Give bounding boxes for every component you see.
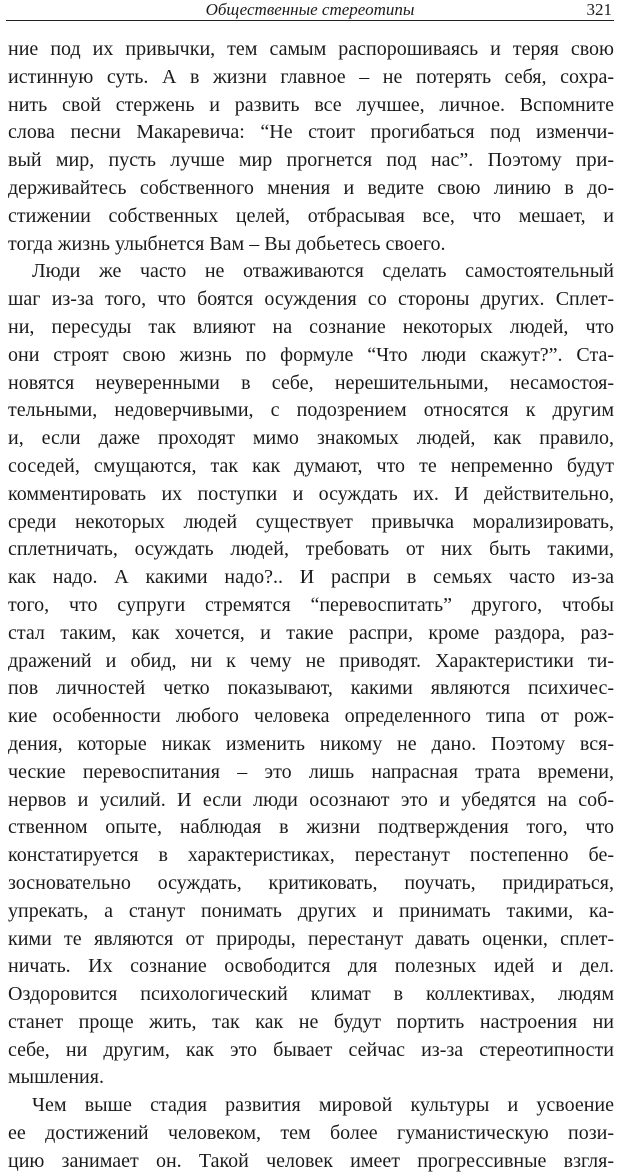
page-number: 321 [586, 0, 612, 19]
paragraph [8, 1092, 614, 1175]
text-line: ственном опыте, наблюдая в жизни подтверждения того, что [8, 816, 614, 839]
text-line: зосновательно осуждать, критиковать, поучать, придираться, [8, 871, 614, 894]
text-line: нервов и усилий. И если люди осознают это и убедятся на соб- [8, 788, 614, 811]
text-line: цию занимает он. Такой человек имеет прогрессивные взгля- [8, 1149, 614, 1172]
text-line: Чем выше стадия развития мировой культуры и усвоение [32, 1094, 614, 1117]
text-line: дражений и обид, ни к чему не приводят. Характеристики ти- [8, 649, 614, 672]
text-line: соседей, смущаются, так как думают, что те непременно будут [8, 454, 614, 477]
text-line: слова песни Макаревича: “Не стоит прогибаться под изменчи- [8, 121, 614, 144]
text-line: комментировать их поступки и осуждать их. И действительно, [8, 482, 614, 505]
text-line: Оздоровится психологический климат в коллективах, людям [8, 983, 614, 1006]
text-line: кими те являются от природы, перестанут давать оценки, сплет- [8, 927, 614, 950]
text-line: среди некоторых людей существует привычка морализировать, [8, 510, 614, 533]
text-line: мышления. [8, 1066, 104, 1089]
text-body [8, 36, 614, 1176]
text-line: Люди же часто не отваживаются сделать самостоятельный [32, 260, 614, 283]
text-line: истинную суть. А в жизни главное – не потерять себя, сохра- [8, 65, 614, 88]
text-line: нить свой стержень и развить все лучшее, личное. Вспомните [8, 93, 614, 116]
text-line: шаг из-за того, что боятся осуждения со стороны других. Сплет- [8, 288, 614, 311]
text-line: станет проще жить, так как не будут портить настроения ни [8, 1010, 614, 1033]
text-line: тогда жизнь улыбнется Вам – Вы добьетесь своего. [8, 232, 446, 255]
text-line: держивайтесь собственного мнения и ведите свою линию в до- [8, 176, 614, 199]
paragraph [8, 36, 614, 258]
paragraph [8, 258, 614, 1092]
text-line: ее достижений человеком, тем более гуманистическую пози- [8, 1122, 614, 1145]
text-line: тельными, недоверчивыми, с подозрением относятся к другим [8, 399, 614, 422]
text-line: ческие перевоспитания – это лишь напрасная трата времени, [8, 760, 614, 783]
text-line: дения, которые никак изменить никому не дано. Поэтому вся- [8, 732, 614, 755]
text-line: сплетничать, осуждать людей, требовать от них быть такими, [8, 538, 614, 561]
text-line: вый мир, пусть лучше мир прогнется под нас”. Поэтому при- [8, 149, 614, 172]
text-line: стал таким, как хочется, и такие распри, кроме раздора, раз- [8, 621, 614, 644]
text-line: новятся неуверенными в себе, нерешительными, несамостоя- [8, 371, 614, 394]
text-line: ни, пересуды так влияют на сознание некоторых людей, что [8, 315, 614, 338]
text-line: пов личностей четко показывают, какими являются психичес- [8, 677, 614, 700]
text-line: ничать. Их сознание освободится для полезных идей и дел. [8, 955, 614, 978]
running-title: Общественные стереотипы [205, 0, 415, 19]
text-line: констатируется в характеристиках, перестанут постепенно бе- [8, 844, 614, 867]
text-line: себе, ни другим, как это бывает сейчас из-за стереотипности [8, 1038, 614, 1061]
text-line: как надо. А какими надо?.. И распри в семьях часто из-за [8, 566, 614, 589]
text-line: кие особенности любого человека определенного типа от рож- [8, 705, 614, 728]
text-line: того, что супруги стремятся “перевоспитать” другого, чтобы [8, 593, 614, 616]
text-line: они строят свою жизнь по формуле “Что люди скажут?”. Ста- [8, 343, 614, 366]
text-line: упрекать, а станут понимать других и принимать такими, ка- [8, 899, 614, 922]
text-line: стижении собственных целей, отбрасывая все, что мешает, и [8, 204, 614, 227]
text-line: ние под их привычки, тем самым распорошиваясь и теряя свою [8, 38, 614, 60]
running-header [6, 0, 614, 21]
text-line: и, если даже проходят мимо знакомых людей, как правило, [8, 427, 614, 450]
